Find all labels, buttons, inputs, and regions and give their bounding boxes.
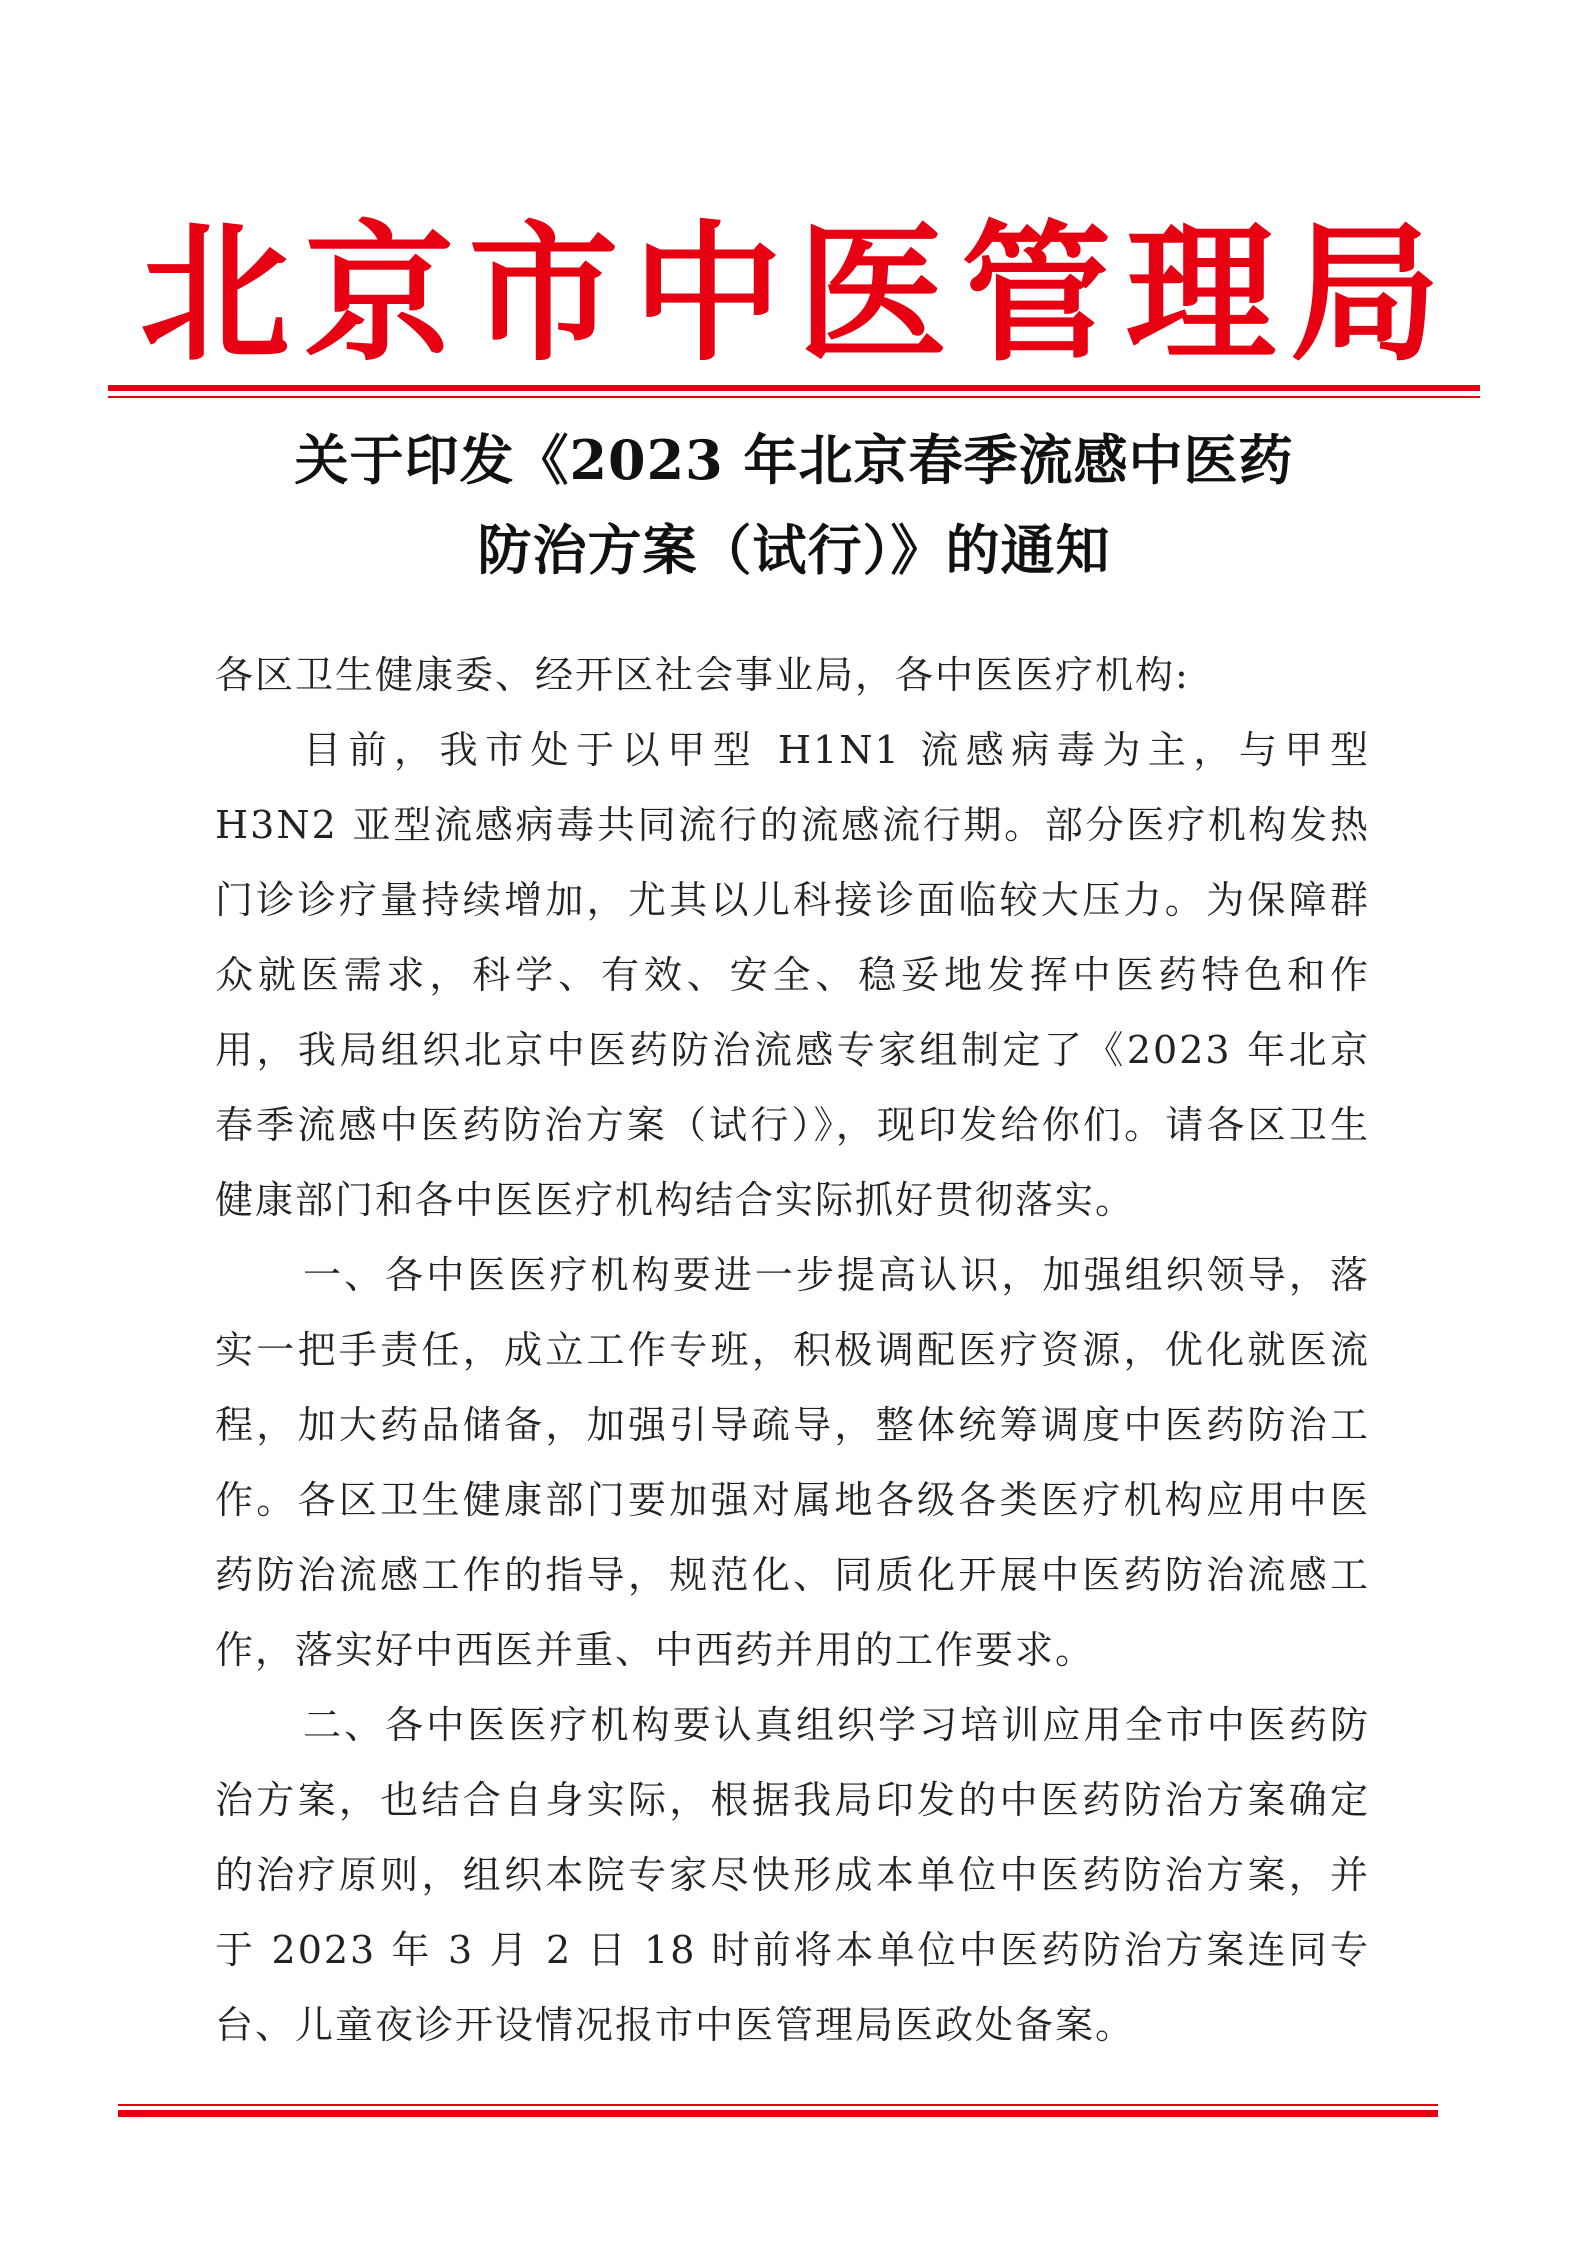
letterhead-char: 市 [468,208,619,382]
salutation: 各区卫生健康委、经开区社会事业局，各中医医疗机构: [215,653,1190,697]
document-body [215,638,1370,2063]
letterhead-char: 理 [1125,208,1276,382]
document-title-line-1: 关于印发《2023 年北京春季流感中医药 [294,428,1294,492]
letterhead-char: 管 [961,208,1112,382]
letterhead-char: 医 [797,208,948,382]
letterhead-rule-thick [108,385,1480,391]
letterhead-title [140,205,1440,385]
footer-rule-thick [118,2110,1438,2117]
letterhead-char: 北 [140,208,291,382]
letterhead-rule-thin [108,396,1480,398]
document-title-line-2: 防治方案（试行）》的通知 [477,518,1111,582]
body-paragraph: 目前，我市处于以甲型 H1N1 流感病毒为主，与甲型 H3N2 亚型流感病毒共同流行的流感流行期。部分医疗机构发热门诊诊疗量持续增加，尤其以儿科接诊面临较大压力。为保障群众就医需求，科学、有效、安全、稳妥地发挥中医药特色和作用，我局组织北京中医药防治流感专家组制定了《2023 年北京春季流感中医药防治方案（试行）》，现印发给你们。请各区卫生健康部门和各中医医疗机构结合实际抓好贯彻落实。 [215,728,1370,1222]
body-paragraph: 二、各中医医疗机构要认真组织学习培训应用全市中医药防治方案，也结合自身实际，根据我局印发的中医药防治方案确定的治疗原则，组织本院专家尽快形成本单位中医药防治方案，并于 2023 年 3 月 2 日 18 时前将本单位中医药防治方案连同专台、儿童夜诊开设情况报市中医管理局医政处备案。 [215,1703,1370,2047]
letterhead-char: 局 [1289,208,1440,382]
letterhead-char: 京 [304,208,455,382]
body-paragraph: 一、各中医医疗机构要进一步提高认识，加强组织领导，落实一把手责任，成立工作专班，积极调配医疗资源，优化就医流程，加大药品储备，加强引导疏导，整体统筹调度中医药防治工作。各区卫生健康部门要加强对属地各级各类医疗机构应用中医药防治流感工作的指导，规范化、同质化开展中医药防治流感工作，落实好中西医并重、中西药并用的工作要求。 [215,1253,1370,1672]
letterhead-char: 中 [632,208,783,382]
footer-rule-thin [118,2104,1438,2106]
